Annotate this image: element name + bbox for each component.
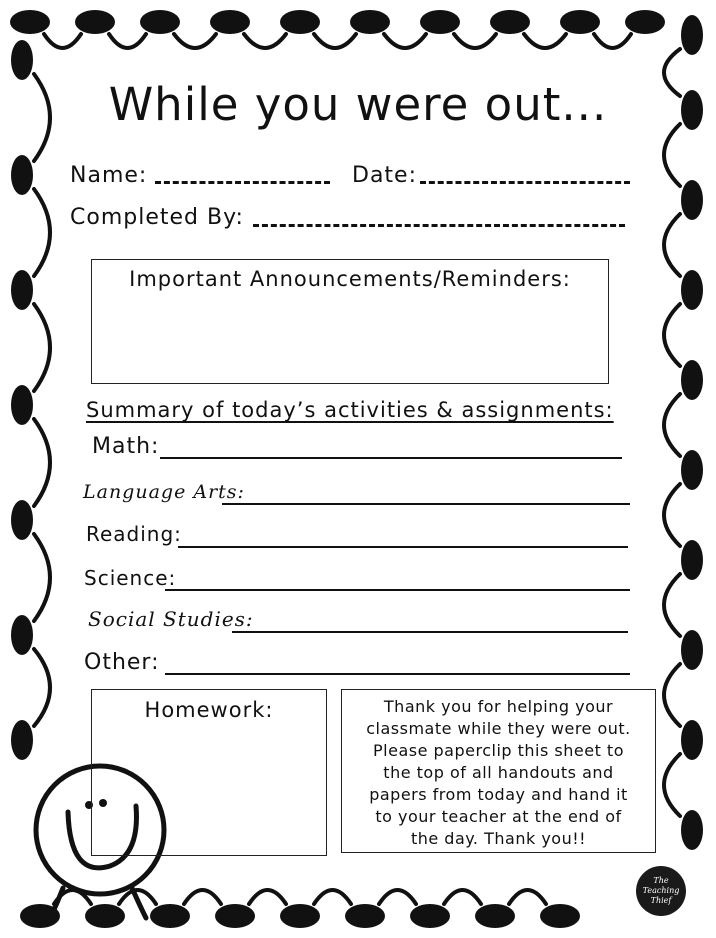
border-scallop <box>109 34 146 48</box>
border-dot <box>681 180 703 220</box>
border-scallop <box>664 664 680 726</box>
border-scallop <box>244 34 286 48</box>
thank-you-line: the top of all handouts and <box>383 763 614 782</box>
subject-label-science: Science: <box>84 566 177 590</box>
border-dot <box>11 720 33 760</box>
border-dot <box>410 904 450 928</box>
border-scallop <box>174 34 216 48</box>
completed-by-field[interactable] <box>253 224 625 227</box>
border-scallop <box>664 754 680 816</box>
announcements-box[interactable] <box>91 259 609 384</box>
thank-you-line: to your teacher at the end of <box>375 807 622 826</box>
thank-you-line: Please paperclip this sheet to <box>373 741 624 760</box>
border-dot <box>85 904 125 928</box>
border-dot <box>11 500 33 540</box>
border-scallop <box>34 649 50 726</box>
border-dot <box>280 904 320 928</box>
border-scallop <box>34 534 50 621</box>
border-scallop <box>184 890 221 904</box>
border-dot <box>681 450 703 490</box>
border-dot <box>11 155 33 195</box>
border-scallop <box>454 34 496 48</box>
border-dot <box>475 904 515 928</box>
border-dot <box>681 15 703 55</box>
border-dot <box>11 385 33 425</box>
subject-label-social-studies: Social Studies: <box>88 607 254 631</box>
reading-answer-line[interactable] <box>178 546 628 548</box>
border-dot <box>681 360 703 400</box>
border-dot <box>11 615 33 655</box>
teaching-thief-logo <box>636 866 686 916</box>
border-scallop <box>444 890 481 904</box>
name-label: Name: <box>70 163 148 188</box>
border-dot <box>11 270 33 310</box>
subject-label-language-arts: Language Arts: <box>83 481 245 503</box>
border-dot <box>540 904 580 928</box>
border-scallop <box>509 890 546 904</box>
border-scallop <box>249 890 286 904</box>
border-dot <box>681 270 703 310</box>
subject-label-math: Math: <box>92 434 160 459</box>
subject-label-reading: Reading: <box>86 522 182 546</box>
border-dot <box>11 40 33 80</box>
summary-title: Summary of today’s activities & assignments: <box>86 398 614 422</box>
border-dot <box>420 10 460 34</box>
border-scallop <box>314 34 356 48</box>
announcements-heading: Important Announcements/Reminders: <box>129 267 571 291</box>
science-answer-line[interactable] <box>165 589 630 591</box>
homework-heading: Homework: <box>144 698 274 722</box>
border-scallop <box>34 189 50 276</box>
border-dot <box>345 904 385 928</box>
thank-you-note <box>341 689 656 853</box>
page-title: While you were out... <box>108 78 608 131</box>
border-scallop <box>594 34 631 48</box>
thank-you-line: papers from today and hand it <box>369 785 628 804</box>
border-scallop <box>664 304 680 366</box>
homework-box[interactable] <box>91 689 327 856</box>
name-field[interactable] <box>155 181 330 184</box>
border-scallop <box>664 394 680 456</box>
border-dot <box>681 540 703 580</box>
border-scallop <box>379 890 416 904</box>
border-dot <box>560 10 600 34</box>
border-scallop <box>664 214 680 276</box>
border-dot <box>75 10 115 34</box>
border-dot <box>490 10 530 34</box>
logo-text: The Teaching Thief <box>642 876 680 905</box>
border-dot <box>215 904 255 928</box>
border-dot <box>140 10 180 34</box>
border-scallop <box>664 484 680 546</box>
date-label: Date: <box>352 163 417 188</box>
border-scallop <box>664 574 680 636</box>
border-dot <box>681 720 703 760</box>
border-scallop <box>34 419 50 506</box>
math-answer-line[interactable] <box>160 457 622 459</box>
border-dot <box>681 810 703 850</box>
border-scallop <box>384 34 426 48</box>
border-dot <box>625 10 665 34</box>
border-scallop <box>314 890 351 904</box>
thank-you-line: classmate while they were out. <box>366 719 631 738</box>
border-dot <box>10 10 50 34</box>
subject-label-other: Other: <box>84 650 160 675</box>
thank-you-line: Thank you for helping your <box>383 697 614 716</box>
border-dot <box>280 10 320 34</box>
border-scallop <box>524 34 566 48</box>
language-arts-answer-line[interactable] <box>222 503 630 505</box>
border-dot <box>681 630 703 670</box>
border-scallop <box>34 304 50 391</box>
border-dot <box>210 10 250 34</box>
border-scallop <box>664 124 680 186</box>
social-studies-answer-line[interactable] <box>232 631 628 633</box>
border-scallop <box>44 34 81 48</box>
completed-by-label: Completed By: <box>70 205 244 230</box>
border-dot <box>150 904 190 928</box>
thank-you-line: the day. Thank you!! <box>410 829 587 848</box>
other-answer-line[interactable] <box>165 673 630 675</box>
date-field[interactable] <box>420 181 630 184</box>
border-dot <box>350 10 390 34</box>
